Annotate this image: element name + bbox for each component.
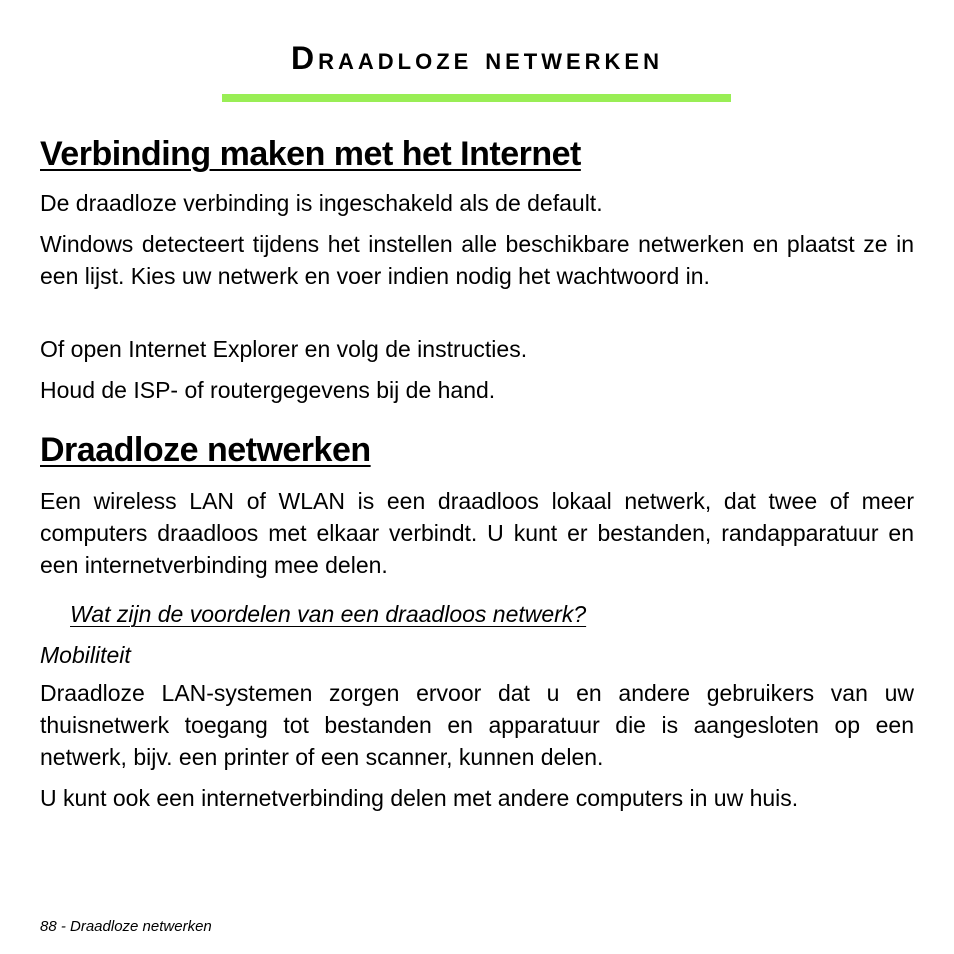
- paragraph-share-internet: U kunt ook een internetverbinding delen met andere computers in uw huis.: [40, 785, 799, 811]
- paragraph-open-explorer: Of open Internet Explorer en volg de instructies.: [40, 336, 528, 362]
- paragraph-lan-systems: Draadloze LAN-systemen zorgen ervoor dat u en andere gebruikers van uw thuisnetwerk toegang tot bestanden en apparatuur die is aangesloten op een netwerk, bijv. een printer of een scanner, kunnen delen.: [40, 680, 914, 770]
- section-heading-internet: Verbinding maken met het Internet: [40, 135, 581, 173]
- paragraph-wlan-intro: Een wireless LAN of WLAN is een draadloos lokaal netwerk, dat twee of meer computers draadloos met elkaar verbindt. U kunt er bestanden, randapparatuur en een internetverbinding mee delen.: [40, 488, 914, 578]
- subheading-mobility: Mobiliteit: [40, 642, 131, 668]
- section-heading-wireless: Draadloze netwerken: [40, 431, 371, 469]
- paragraph-isp-info: Houd de ISP- of routergegevens bij de hand.: [40, 377, 496, 403]
- page-title: Draadloze netwerken: [291, 40, 663, 76]
- paragraph-default-enabled: De draadloze verbinding is ingeschakeld als de default.: [40, 190, 603, 216]
- question-heading: Wat zijn de voordelen van een draadloos netwerk?: [70, 601, 587, 627]
- page-footer: 88 - Draadloze netwerken: [40, 918, 212, 935]
- title-accent-bar: [222, 94, 731, 102]
- paragraph-windows-detect: Windows detecteert tijdens het instellen alle beschikbare netwerken en plaatst ze in een lijst. Kies uw netwerk en voer indien nodig het wachtwoord in.: [40, 231, 914, 289]
